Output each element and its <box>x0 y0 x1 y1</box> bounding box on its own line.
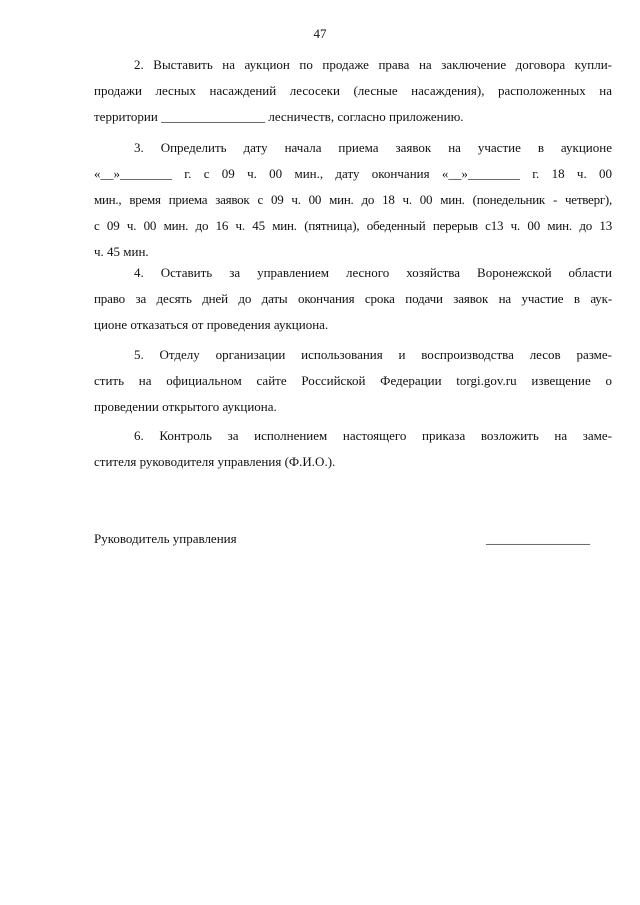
paragraph-line: 6. Контроль за исполнением настоящего приказа возложить на заме- <box>134 428 612 443</box>
paragraph-line: ционе отказаться от проведения аукциона. <box>94 317 329 332</box>
paragraph-line: 2. Выставить на аукцион по продаже права на заключение договора купли- <box>134 57 612 72</box>
paragraph-6 <box>94 423 612 475</box>
paragraph-5 <box>94 342 612 420</box>
paragraph-line: продажи лесных насаждений лесосеки (лесные насаждения), расположенных на <box>94 83 612 98</box>
paragraph-line: право за десять дней до даты окончания срока подачи заявок на участие в аук- <box>94 291 612 306</box>
paragraph-line: 4. Оставить за управлением лесного хозяйства Воронежской области <box>134 265 612 280</box>
paragraph-line: 5. Отделу организации использования и воспроизводства лесов разме- <box>134 347 612 362</box>
paragraph-line: проведении открытого аукциона. <box>94 399 277 414</box>
paragraph-line: с 09 ч. 00 мин. до 16 ч. 45 мин. (пятница), обеденный перерыв с13 ч. 00 мин. до 13 <box>94 218 612 233</box>
paragraph-4 <box>94 260 612 338</box>
paragraph-line: стить на официальном сайте Российской Федерации torgi.gov.ru извещение о <box>94 373 612 388</box>
paragraph-line: стителя руководителя управления (Ф.И.О.). <box>94 454 336 469</box>
page-number: 47 <box>313 26 327 41</box>
signature-line: ________________ <box>486 531 590 546</box>
signature-block <box>94 526 612 552</box>
paragraph-3 <box>94 135 612 265</box>
paragraph-line: территории ________________ лесничеств, согласно приложению. <box>94 109 464 124</box>
paragraph-line: мин., время приема заявок с 09 ч. 00 мин. до 18 ч. 00 мин. (понедельник - четверг), <box>94 192 612 207</box>
signature-title: Руководитель управления <box>94 531 237 546</box>
paragraph-line: ч. 45 мин. <box>94 244 149 259</box>
paragraph-2 <box>94 52 612 130</box>
paragraph-line: 3. Определить дату начала приема заявок на участие в аукционе <box>134 140 612 155</box>
paragraph-line: «__»________ г. с 09 ч. 00 мин., дату окончания «__»________ г. 18 ч. 00 <box>94 166 612 181</box>
